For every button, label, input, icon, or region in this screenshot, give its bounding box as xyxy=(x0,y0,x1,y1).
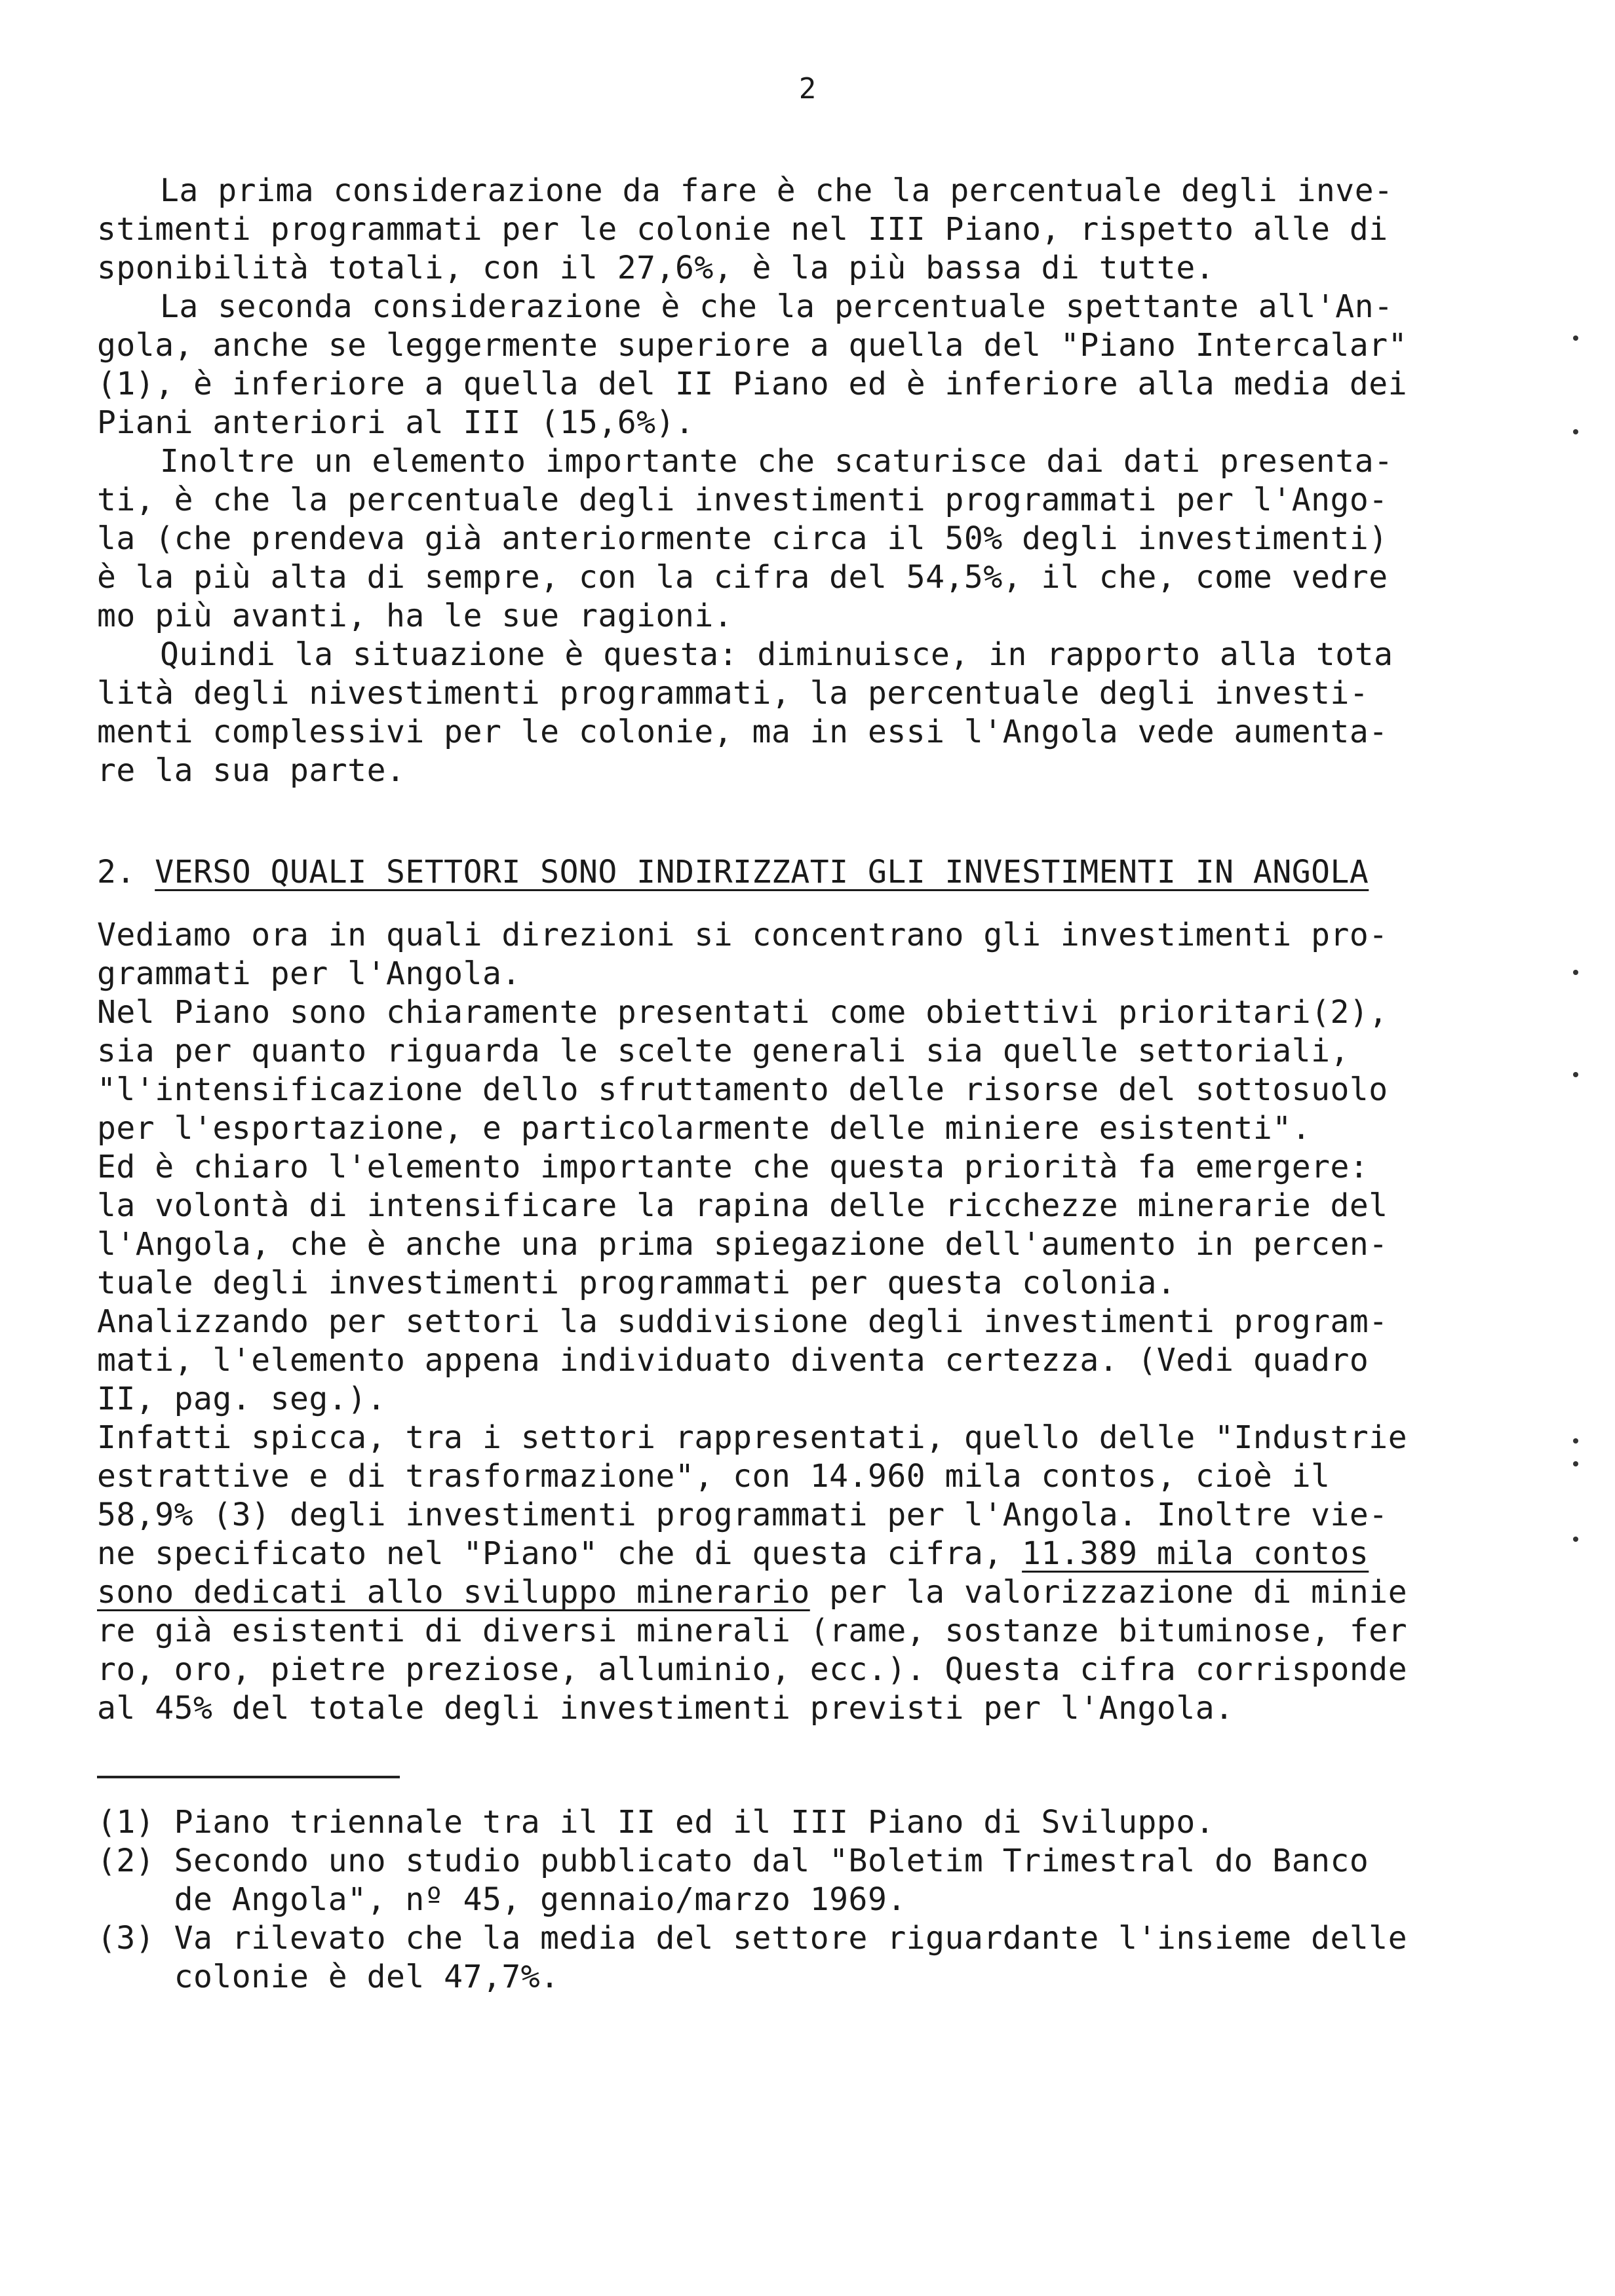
text-line: Infatti spicca, tra i settori rappresentati, quello delle "Industrie xyxy=(97,1419,1408,1456)
underlined-passage-amount: 11.389 mila contos xyxy=(1022,1535,1369,1572)
margin-mark xyxy=(1573,335,1578,341)
text-line: re la sua parte. xyxy=(97,752,406,789)
text-line: Vediamo ora in quali direzioni si concentrano gli investimenti pro- xyxy=(97,917,1388,953)
margin-mark xyxy=(1573,1537,1578,1542)
text-line: sponibilità totali, con il 27,6%, è la più bassa di tutte. xyxy=(97,250,1215,286)
footnotes xyxy=(97,1803,1480,1997)
text-line: mo più avanti, ha le sue ragioni. xyxy=(97,598,733,634)
text-line: Nel Piano sono chiaramente presentati come obiettivi prioritari(2), xyxy=(97,994,1388,1031)
text-line: ro, oro, pietre preziose, alluminio, ecc.). Questa cifra corrisponde xyxy=(97,1651,1408,1688)
text-line: 58,9% (3) degli investimenti programmati per l'Angola. Inoltre vie- xyxy=(97,1497,1388,1533)
section-number: 2. xyxy=(97,854,136,890)
text-line: II, pag. seg.). xyxy=(97,1381,386,1417)
margin-mark xyxy=(1573,1461,1578,1466)
text-line: l'Angola, che è anche una prima spiegazione dell'aumento in percen- xyxy=(97,1226,1388,1263)
text-line: (1), è inferiore a quella del II Piano ed è inferiore alla media dei xyxy=(97,366,1408,402)
text-line xyxy=(97,1535,1480,1573)
text-line: lità degli nivestimenti programmati, la percentuale degli investi- xyxy=(97,675,1369,712)
text-line: La seconda considerazione è che la percentuale spettante all'An- xyxy=(160,288,1393,325)
text-line: re già esistenti di diversi minerali (rame, sostanze bituminose, fer xyxy=(97,1613,1408,1649)
section-heading xyxy=(97,853,1480,892)
text-line: la (che prendeva già anteriormente circa il 50% degli investimenti) xyxy=(97,520,1388,557)
footnote-separator xyxy=(97,1776,400,1778)
footnote-line: (3) Va rilevato che la media del settore riguardante l'insieme delle xyxy=(97,1920,1408,1957)
intro-paragraphs xyxy=(97,172,1480,790)
text-line: La prima considerazione da fare è che la percentuale degli inve- xyxy=(160,172,1393,209)
footnote-line: colonie è del 47,7%. xyxy=(97,1959,560,1995)
text-line: per l'esportazione, e particolarmente delle miniere esistenti". xyxy=(97,1110,1312,1147)
text-line: Inoltre un elemento importante che scaturisce dai dati presenta- xyxy=(160,443,1393,480)
text-line: Analizzando per settori la suddivisione degli investimenti program- xyxy=(97,1303,1388,1340)
footnote-line: de Angola", nº 45, gennaio/marzo 1969. xyxy=(97,1881,906,1918)
page-number: 2 xyxy=(798,72,817,105)
text-line: è la più alta di sempre, con la cifra del 54,5%, il che, come vedre xyxy=(97,559,1388,596)
text-line: mati, l'elemento appena individuato diventa certezza. (Vedi quadro xyxy=(97,1342,1369,1379)
text-line: tuale degli investimenti programmati per questa colonia. xyxy=(97,1265,1177,1301)
text-line: menti complessivi per le colonie, ma in essi l'Angola vede aumenta- xyxy=(97,714,1388,750)
text-line: al 45% del totale degli investimenti previsti per l'Angola. xyxy=(97,1690,1234,1727)
underlined-passage-post: per la valorizzazione di minie xyxy=(809,1574,1408,1611)
section-paragraphs xyxy=(97,916,1480,1728)
underlined-passage-pre: ne specificato nel "Piano" che di questa cifra, xyxy=(97,1535,1022,1572)
margin-mark xyxy=(1573,970,1578,975)
text-line: la volontà di intensificare la rapina delle ricchezze minerarie del xyxy=(97,1187,1388,1224)
section-heading-line xyxy=(97,853,1480,892)
text-line: estrattive e di trasformazione", con 14.960 mila contos, cioè il xyxy=(97,1458,1331,1495)
footnote-line: (1) Piano triennale tra il II ed il III Piano di Sviluppo. xyxy=(97,1804,1215,1841)
text-line: stimenti programmati per le colonie nel III Piano, rispetto alle di xyxy=(97,211,1388,248)
margin-mark xyxy=(1573,1438,1578,1444)
text-line: Ed è chiaro l'elemento importante che questa priorità fa emergere: xyxy=(97,1149,1369,1185)
text-line xyxy=(97,1573,1480,1612)
margin-mark xyxy=(1573,429,1578,434)
underlined-passage-mining: sono dedicati allo sviluppo minerario xyxy=(97,1574,810,1611)
text-line: Quindi la situazione è questa: diminuisce, in rapporto alla tota xyxy=(160,636,1393,673)
text-line: ti, è che la percentuale degli investimenti programmati per l'Ango- xyxy=(97,482,1388,518)
text-line: "l'intensificazione dello sfruttamento delle risorse del sottosuolo xyxy=(97,1071,1388,1108)
text-line: sia per quanto riguarda le scelte generali sia quelle settoriali, xyxy=(97,1033,1350,1069)
margin-mark xyxy=(1573,1072,1578,1077)
section-title: VERSO QUALI SETTORI SONO INDIRIZZATI GLI INVESTIMENTI IN ANGOLA xyxy=(155,854,1369,890)
text-line: Piani anteriori al III (15,6%). xyxy=(97,404,695,441)
text-line: gola, anche se leggermente superiore a quella del "Piano Intercalar" xyxy=(97,327,1408,364)
text-line: grammati per l'Angola. xyxy=(97,955,521,992)
footnote-line: (2) Secondo uno studio pubblicato dal "Boletim Trimestral do Banco xyxy=(97,1843,1369,1879)
